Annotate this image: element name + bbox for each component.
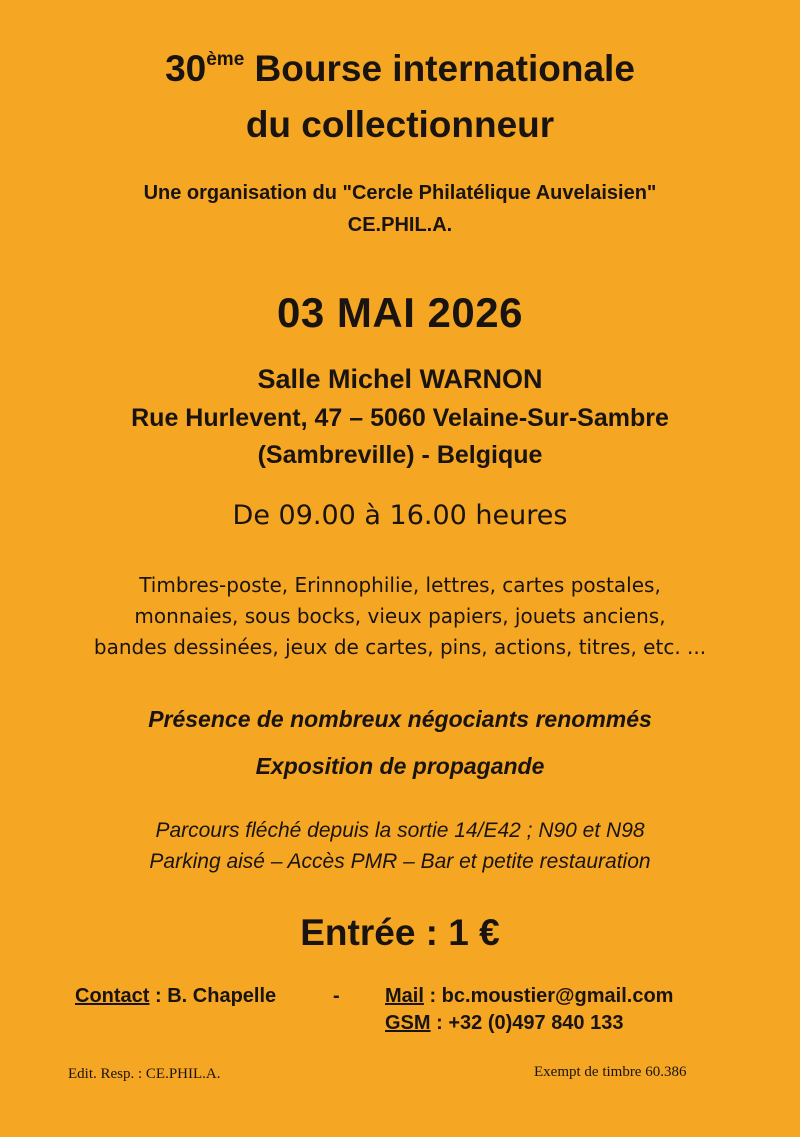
access-line-2: Parking aisé – Accès PMR – Bar et petite restauration (149, 850, 651, 873)
edition-suffix: ème (206, 49, 245, 70)
edition-number: 30 (165, 48, 207, 89)
entry-fee: Entrée : 1 € (300, 912, 500, 953)
title-line-2: du collectionneur (245, 104, 555, 145)
venue-address-line-1: Rue Hurlevent, 47 – 5060 Velaine-Sur-Sambre (131, 404, 669, 432)
items-line-2: monnaies, sous bocks, vieux papiers, jouets anciens, (134, 604, 666, 628)
contact-mail (385, 982, 673, 1010)
gsm-value: : +32 (0)497 840 133 (430, 1012, 624, 1034)
title-line-1 (0, 44, 800, 94)
items-line-1: Timbres-poste, Erinnophilie, lettres, cartes postales, (139, 573, 661, 597)
event-date: 03 MAI 2026 (277, 289, 523, 336)
footer-stamp-exemption: Exempt de timbre 60.386 (534, 1064, 687, 1080)
opening-hours: De 09.00 à 16.00 heures (232, 500, 568, 531)
items-line-3: bandes dessinées, jeux de cartes, pins, actions, titres, etc. ... (93, 635, 707, 659)
contact-name: : B. Chapelle (149, 985, 277, 1007)
mail-value: : bc.moustier@gmail.com (423, 985, 674, 1007)
mail-label: Mail (385, 985, 424, 1007)
contact-person (75, 982, 276, 1010)
title-text-1: Bourse internationale (254, 48, 635, 89)
contact-label: Contact (75, 985, 150, 1007)
highlight-line-1: Présence de nombreux négociants renommés (148, 706, 652, 732)
organization-line-2: CE.PHIL.A. (347, 214, 453, 236)
contact-gsm (385, 1009, 623, 1037)
access-line-1: Parcours fléché depuis la sortie 14/E42 ; N90 et N98 (155, 819, 645, 842)
footer-editor: Edit. Resp. : CE.PHIL.A. (68, 1066, 221, 1082)
gsm-label: GSM (385, 1012, 431, 1034)
venue-address-line-2: (Sambreville) - Belgique (257, 441, 543, 469)
contact-dash: - (333, 985, 340, 1007)
highlight-line-2: Exposition de propagande (255, 753, 545, 779)
venue-name: Salle Michel WARNON (257, 364, 543, 394)
organization-line-1: Une organisation du "Cercle Philatélique Auvelaisien" (143, 182, 657, 204)
